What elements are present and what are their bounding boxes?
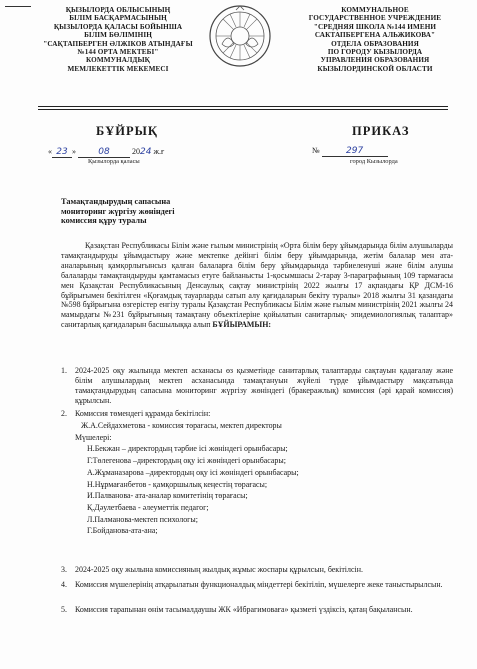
member-item: А.Жұманазарова –директордың оқу ісі жөніндегі орынбасары; (87, 467, 299, 477)
header-right-line: САКТАПБЕРГЕНА АЛЬЖИКОВА" (314, 31, 436, 40)
subject-line: комиссия құру туралы (61, 216, 147, 226)
member-item: Н.Нұрмағанбетов - қамқоршылық кеңестің төрағасы; (87, 479, 268, 489)
corner-mark (5, 6, 31, 7)
state-emblem-icon (208, 4, 272, 68)
commission-composition (75, 420, 299, 537)
date-close-quote: » (72, 147, 76, 156)
header-rule (38, 106, 448, 107)
member-item: Қ.Дәулетбаева - әлеуметтік педагог; (87, 502, 209, 512)
header-right-line: УПРАВЛЕНИЯ ОБРАЗОВАНИЯ (320, 56, 430, 65)
member-item: Н.Бекжан – директордың тәрбие ісі жөніндегі орынбасары; (87, 444, 288, 454)
members-label: Мүшелері: (75, 432, 112, 442)
member-item: И.Палванова- ата-аналар комитетінің төрағасы; (87, 491, 248, 501)
subject-line: Тамақтандырудың сапасына (61, 197, 171, 206)
subject-line: мониторинг жүргізу жөніндегі (61, 206, 175, 216)
header-left-line: ҚЫЗЫЛОРДА ҚАЛАСЫ БОЙЫНША (53, 22, 183, 31)
member-item: Г.Төлегенова –директордың оқу ісі жөніндегі орынбасары; (87, 456, 286, 466)
header-left-line: КОММУНАЛДЫҚ (86, 56, 150, 65)
commission-chair: Ж.А.Сейдахметова - комиссия төрағасы, мектеп директоры (81, 421, 282, 430)
order-subject (61, 197, 175, 226)
header-right-line: КЫЗЫЛОРДИНСКОЙ ОБЛАСТИ (317, 64, 433, 73)
header-right-ru (286, 6, 464, 73)
date-month: 08 (98, 147, 110, 157)
city-ru: город Кызылорда (350, 158, 398, 165)
item-text: Комиссия төмендегі құрамда бекітілсін: (75, 409, 211, 418)
order-date (48, 147, 164, 158)
item-text: Комиссия мүшелерінің атқарылатын функционалдық міндеттері бекітіліп, мүшелерге жеке таныстырылсын. (75, 580, 443, 589)
header-right-line: КОММУНАЛЬНОЕ (341, 6, 409, 14)
preamble-paragraph (61, 241, 453, 330)
header-left-line: №144 ОРТА МЕКТЕБІ" (77, 48, 159, 57)
number-value: 297 (346, 146, 364, 156)
header-right-line: ГОСУДАРСТВЕННОЕ УЧРЕЖДЕНИЕ (308, 14, 442, 23)
header-left-line: МЕМЛЕКЕТТІК МЕКЕМЕСІ (67, 64, 169, 73)
order-number (312, 146, 388, 157)
document-title-kz: БҰЙРЫҚ (96, 124, 158, 138)
date-year-label: ж.ғ (153, 147, 165, 156)
item-number: 1. (61, 366, 67, 375)
date-year-prefix: 20 (132, 147, 140, 156)
order-command: БҰЙЫРАМЫН: (212, 320, 272, 330)
city-kz: Қызылорда қаласы (88, 158, 140, 165)
number-prefix: № (312, 146, 320, 155)
item-text: 2024-2025 оқу жылына комиссияның жылдық жұмыс жоспары құрылсын, бекітілсін. (75, 565, 363, 574)
member-item: Г.Бойданова-ата-ана; (87, 526, 158, 536)
item-number: 4. (61, 580, 67, 589)
item-number: 2. (61, 409, 67, 418)
member-item: Л.Палманова-мектеп психологы; (87, 514, 198, 524)
item-number: 3. (61, 565, 67, 574)
document-title-ru: ПРИКАЗ (352, 124, 410, 138)
header-left-line: БІЛІМ БӨЛІМІНІҢ (84, 31, 152, 40)
header-right-line: "СРЕДНЯЯ ШКОЛА №144 ИМЕНИ (313, 22, 437, 31)
item-text: Комиссия тарапынан өнім тасымалдаушы ЖК «Ибрагимоваға» қызметі үздіксіз, қатаң бақылансын. (75, 605, 413, 614)
header-right-line: ОТДЕЛА ОБРАЗОВАНИЯ (331, 39, 419, 48)
header-right-line: ПО ГОРОДУ КЫЗЫЛОРДА (327, 48, 423, 57)
header-left-line: ҚЫЗЫЛОРДА ОБЛЫСЫНЫҢ (65, 6, 171, 14)
header-rule-thin (38, 109, 448, 110)
header-left-line: "САҚТАПБЕРГЕН ӘЛЖІКОВ АТЫНДАҒЫ (43, 39, 193, 48)
date-day: 23 (56, 147, 68, 157)
item-text: 2024-2025 оқу жылында мектеп асханасы өз қызметінде санитарлық талаптарды сақтауын қадағалау және білім алушылардың мектеп асханасында тамақтануын жүйелі түрде ұйымдастыру мақсатында тамақтандырудың сапасына мониторинг жүргізу жөніндегі (бракеражлық) комиссия (әрі қарай комиссия) құрылсын. (75, 366, 453, 405)
header-left-line: БІЛІМ БАСҚАРМАСЫНЫҢ (69, 14, 167, 23)
header-left-kz (40, 6, 196, 73)
date-year-suffix: 24 (140, 147, 152, 157)
member-list (75, 443, 299, 537)
date-open-quote: « (48, 147, 52, 156)
preamble-text: Қазақстан Республикасы Білім және ғылым министрінің «Орта білім беру ұйымдарында білім алушыларды тамақтандыруды ұйымдастыру және мектепке дейінгі білім беру ұйымдарында, жетім балалар мен ата-аналарының қамқорлығынсыз қалған балаларға білім беру ұйымдарында тәрбиеленуші және білім алушы балаларды тамақтандыруды қамтамасыз етуге байланысты 1-қосымшасы 2-тарау 3-параграфының 109 тармағасы мен Қазақстан Республикасының Денсаулық сақтау министрінің 2022 жылғы 17 ақпандағы ҚР ДСМ-16 бұйрығымен бекітілген «Қоғамдық тауарларды сатып алу қағидаларын бекіту туралы» 2018 жылғы 31 қазандағы №598 бұйрығына өзгерістер енгізу туралы Қазақстан Республикасы Білім және ғылым министрінің 2021 жылғы 24 мамырдағы №231 бұйрығының тамақтану объектілеріне қойылатын санитарлық- эпидемиологиялық талаптар» санитарлық қағидаларын басшылыққа алып (61, 241, 453, 330)
item-number: 5. (61, 605, 67, 614)
